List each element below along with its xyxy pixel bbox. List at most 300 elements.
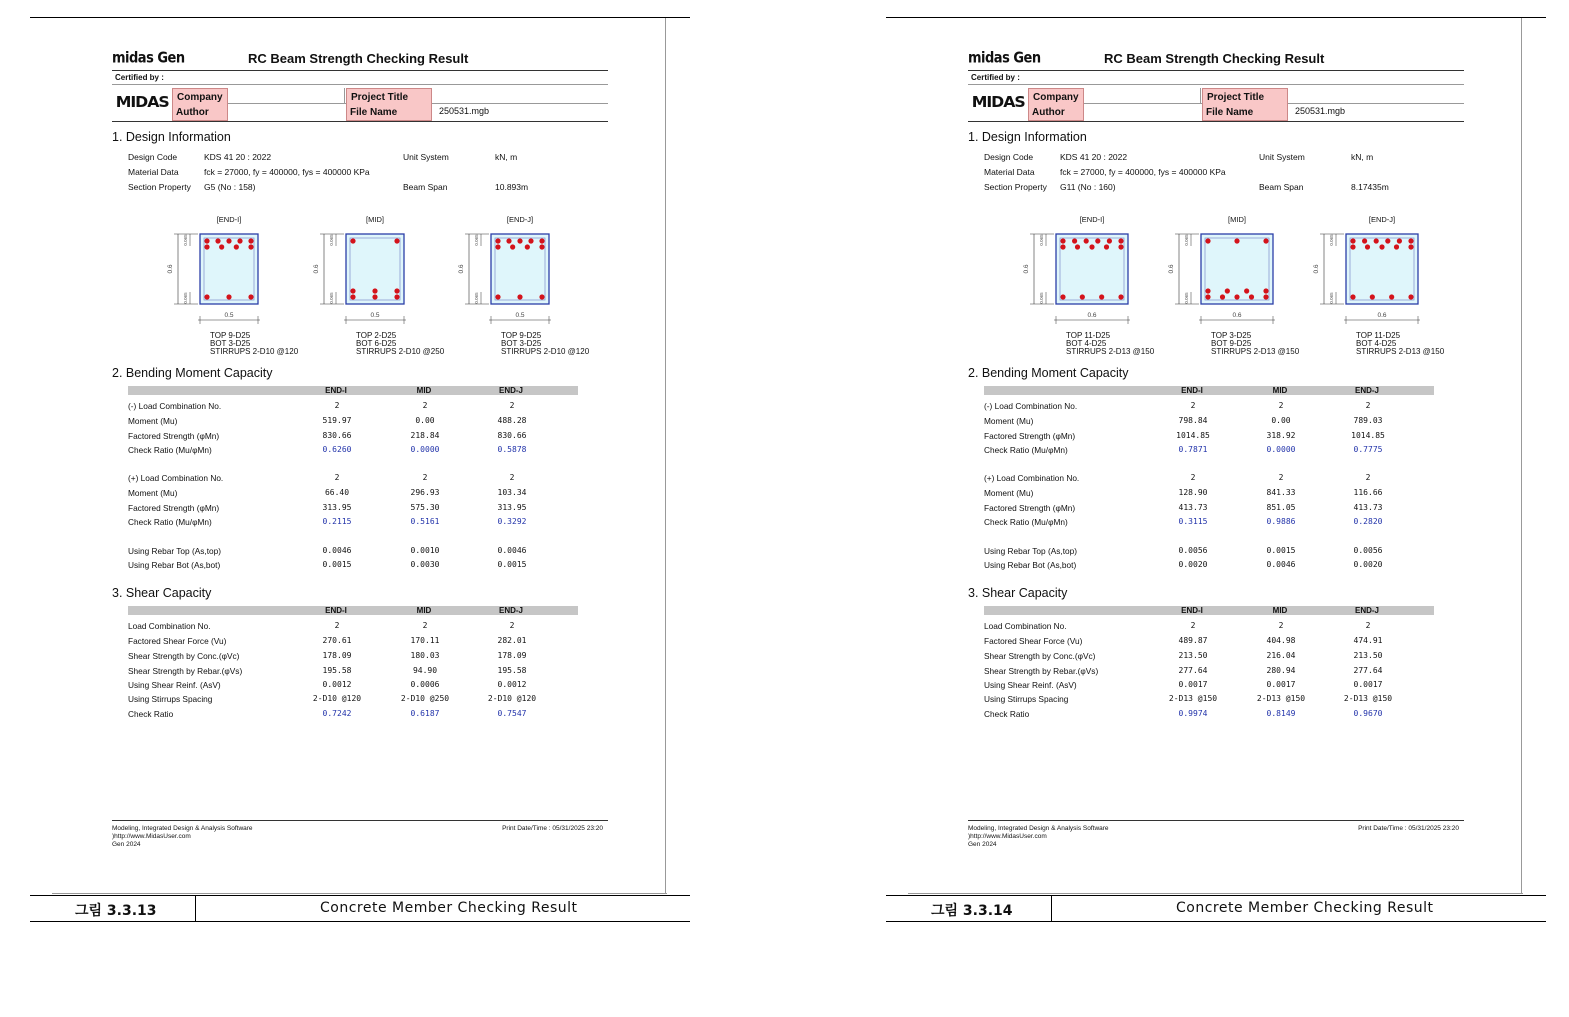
beam-section-drawing xyxy=(1161,228,1293,348)
table-cell: 0.2820 xyxy=(1353,517,1383,526)
footer-software xyxy=(968,825,1109,849)
top-rebar xyxy=(1408,244,1413,249)
row-label: Using Rebar Top (As,top) xyxy=(128,546,221,556)
height-dimension-text: 0.6 xyxy=(1023,264,1030,274)
table-cell: 798.84 xyxy=(1178,416,1208,425)
top-rebar xyxy=(1104,244,1109,249)
stirrup-text: STIRRUPS 2-D10 @250 xyxy=(356,347,445,356)
cover-dimension-text: 0.065 xyxy=(329,234,334,246)
width-dimension-text: 0.6 xyxy=(1232,312,1242,319)
info-box xyxy=(112,85,608,122)
table-cell: 0.3292 xyxy=(497,517,527,526)
bottom-rebar xyxy=(1370,294,1375,299)
top-rebar xyxy=(1263,238,1268,243)
height-dimension-text: 0.6 xyxy=(167,264,174,274)
bending-table-title: 2. Bending Moment Capacity xyxy=(112,366,273,380)
table-cell: 2-D13 @150 xyxy=(1343,694,1393,703)
table-cell: 0.00 xyxy=(1271,416,1291,425)
design-info-title: 1. Design Information xyxy=(112,130,231,144)
page-right-edge xyxy=(665,18,666,894)
width-dimension-text: 0.5 xyxy=(370,312,380,319)
width-dimension-text: 0.6 xyxy=(1377,312,1387,319)
rebar-bottom-text: BOT 3-D25 xyxy=(210,339,251,348)
shear-table-title: 3. Shear Capacity xyxy=(968,586,1068,600)
table-cell: 830.66 xyxy=(497,431,527,440)
top-rebar xyxy=(394,238,399,243)
material-value: fck = 27000, fy = 400000, fys = 400000 KPa xyxy=(204,167,370,177)
company-label: Company xyxy=(172,88,228,121)
unit-system-value: kN, m xyxy=(1351,152,1374,162)
beam-span-label: Beam Span xyxy=(403,182,448,192)
bottom-rebar xyxy=(350,288,355,293)
bottom-rebar xyxy=(1244,288,1249,293)
rebar-top-text: TOP 11-D25 xyxy=(1066,331,1111,340)
cover-dimension-text: 0.065 xyxy=(183,234,188,246)
project-title-label: Project Title xyxy=(346,88,432,121)
table-cell: 0.0012 xyxy=(497,680,527,689)
table-cell: 2 xyxy=(334,401,340,410)
table-cell: 2 xyxy=(509,473,515,482)
section-outline xyxy=(1201,234,1273,304)
table-cell: 313.95 xyxy=(497,503,527,512)
table-cell: 94.90 xyxy=(412,666,438,675)
table-cell: 103.34 xyxy=(497,488,527,497)
top-rebar xyxy=(219,244,224,249)
column-header: MID xyxy=(1272,606,1288,615)
project-title-value xyxy=(1290,88,1460,103)
table-cell: 280.94 xyxy=(1266,666,1296,675)
bottom-rebar xyxy=(1408,294,1413,299)
bottom-rebar xyxy=(1060,294,1065,299)
row-label: Moment (Mu) xyxy=(984,488,1034,498)
row-label: Check Ratio (Mu/φMn) xyxy=(128,517,212,527)
caption-divider xyxy=(195,896,196,921)
rebar-top-text: TOP 2-D25 xyxy=(356,331,397,340)
table-cell: 195.58 xyxy=(497,666,527,675)
report-page xyxy=(886,0,1546,930)
table-cell: 489.87 xyxy=(1178,636,1208,645)
top-rebar xyxy=(539,238,544,243)
table-cell: 851.05 xyxy=(1266,503,1296,512)
table-cell: 575.30 xyxy=(410,503,440,512)
beam-span-label: Beam Span xyxy=(1259,182,1304,192)
design-code-label: Design Code xyxy=(984,152,1034,162)
bottom-rebar xyxy=(495,294,500,299)
material-value: fck = 27000, fy = 400000, fys = 400000 KPa xyxy=(1060,167,1226,177)
bottom-rebar xyxy=(1234,294,1239,299)
shear-table-header xyxy=(984,606,1434,615)
row-label: Factored Shear Force (Vu) xyxy=(984,636,1083,646)
table-cell: 1014.85 xyxy=(1176,431,1210,440)
top-rebar xyxy=(1350,244,1355,249)
project-title-value xyxy=(434,88,604,103)
footer-line: Modeling, Integrated Design & Analysis Software xyxy=(968,825,1109,832)
section-outline xyxy=(491,234,549,304)
table-cell: 0.0056 xyxy=(1178,546,1208,555)
table-cell: 0.00 xyxy=(415,416,435,425)
row-label: Shear Strength by Conc.(φVc) xyxy=(984,651,1096,661)
page-footer xyxy=(968,820,1464,848)
bottom-rebar xyxy=(1263,294,1268,299)
beam-section-drawing xyxy=(1016,228,1148,348)
top-rebar xyxy=(248,244,253,249)
table-cell: 0.0046 xyxy=(1266,560,1296,569)
stirrup-text: STIRRUPS 2-D13 @150 xyxy=(1211,347,1300,356)
top-rebar xyxy=(1374,238,1379,243)
top-rebar xyxy=(1118,238,1123,243)
info-box xyxy=(968,85,1464,122)
bottom-rebar xyxy=(1220,294,1225,299)
table-cell: 178.09 xyxy=(497,651,527,660)
column-header: END-J xyxy=(1354,386,1379,395)
table-cell: 2 xyxy=(1190,621,1196,630)
beam-span-value: 8.17435m xyxy=(1351,182,1389,192)
table-cell: 0.7547 xyxy=(497,709,527,718)
brand-logo: midas Gen xyxy=(112,49,185,68)
cover-dimension-text: 0.065 xyxy=(1039,292,1044,304)
design-info-title: 1. Design Information xyxy=(968,130,1087,144)
footer-line: )http://www.MidasUser.com xyxy=(968,833,1047,840)
table-cell: 0.9886 xyxy=(1266,517,1296,526)
table-cell: 2 xyxy=(1190,473,1196,482)
cover-dimension-text: 0.065 xyxy=(1039,234,1044,246)
table-cell: 841.33 xyxy=(1266,488,1296,497)
top-rebar xyxy=(234,244,239,249)
column-header: END-I xyxy=(1181,606,1203,615)
table-cell: 2 xyxy=(334,473,340,482)
file-name-label: File Name xyxy=(1206,107,1254,118)
table-cell: 282.01 xyxy=(497,636,527,645)
table-cell: 170.11 xyxy=(410,636,440,645)
footer-line: Modeling, Integrated Design & Analysis Software xyxy=(112,825,253,832)
table-cell: 0.7871 xyxy=(1178,445,1208,454)
table-cell: 116.66 xyxy=(1353,488,1383,497)
top-rebar xyxy=(495,238,500,243)
cover-dimension-text: 0.065 xyxy=(1329,292,1334,304)
figure-number: 그림 3.3.14 xyxy=(931,903,1013,919)
bottom-rebar xyxy=(1118,294,1123,299)
top-rebar xyxy=(215,238,220,243)
table-cell: 0.0000 xyxy=(410,445,440,454)
column-header: MID xyxy=(416,606,432,615)
design-code-label: Design Code xyxy=(128,152,178,162)
shear-table-header xyxy=(128,606,578,615)
figure-caption: Concrete Member Checking Result xyxy=(1176,900,1434,916)
unit-system-label: Unit System xyxy=(403,152,449,162)
design-code-value: KDS 41 20 : 2022 xyxy=(1060,152,1128,162)
footer-software xyxy=(112,825,253,849)
section-property-value: G5 (No : 158) xyxy=(204,182,256,192)
beam-section-drawing xyxy=(1306,228,1438,348)
table-cell: 0.5161 xyxy=(410,517,440,526)
certified-by: Certified by : xyxy=(112,71,608,85)
table-cell: 213.50 xyxy=(1178,651,1208,660)
table-cell: 2 xyxy=(334,621,340,630)
table-cell: 0.6187 xyxy=(410,709,440,718)
table-cell: 66.40 xyxy=(324,488,350,497)
table-cell: 0.7775 xyxy=(1353,445,1383,454)
table-cell: 0.0017 xyxy=(1178,680,1208,689)
table-cell: 413.73 xyxy=(1178,503,1208,512)
table-cell: 2 xyxy=(509,621,515,630)
table-cell: 0.5878 xyxy=(497,445,527,454)
report-header xyxy=(112,48,608,71)
table-cell: 2-D13 @150 xyxy=(1256,694,1306,703)
bottom-rebar xyxy=(204,294,209,299)
top-rebar xyxy=(1362,238,1367,243)
table-cell: 2 xyxy=(422,473,428,482)
page-top-rule xyxy=(886,17,1546,18)
table-cell: 0.9670 xyxy=(1353,709,1383,718)
row-label: Check Ratio (Mu/φMn) xyxy=(128,445,212,455)
top-rebar xyxy=(1365,244,1370,249)
company-value xyxy=(1085,88,1201,103)
top-rebar xyxy=(204,244,209,249)
section-label: [MID] xyxy=(1228,215,1246,224)
top-rebar xyxy=(1205,238,1210,243)
bottom-rebar xyxy=(248,294,253,299)
caption-bottom-rule xyxy=(30,921,690,922)
row-label: (-) Load Combination No. xyxy=(128,401,222,411)
table-cell: 0.0020 xyxy=(1178,560,1208,569)
beam-span-value: 10.893m xyxy=(495,182,529,192)
footer-line: )http://www.MidasUser.com xyxy=(112,833,191,840)
top-rebar xyxy=(528,238,533,243)
section-property-label: Section Property xyxy=(128,182,191,192)
cover-dimension-text: 0.065 xyxy=(474,234,479,246)
cover-dimension-text: 0.065 xyxy=(1184,292,1189,304)
top-rebar xyxy=(248,238,253,243)
top-rebar xyxy=(1394,244,1399,249)
rebar-bottom-text: BOT 9-D25 xyxy=(1211,339,1252,348)
row-label: Check Ratio (Mu/φMn) xyxy=(984,517,1068,527)
top-rebar xyxy=(1060,244,1065,249)
report-title: RC Beam Strength Checking Result xyxy=(1104,51,1325,66)
table-cell: 318.92 xyxy=(1266,431,1296,440)
column-header: END-J xyxy=(1354,606,1379,615)
table-cell: 195.58 xyxy=(322,666,352,675)
bending-table-title: 2. Bending Moment Capacity xyxy=(968,366,1129,380)
table-cell: 0.0017 xyxy=(1353,680,1383,689)
footer-line: Gen 2024 xyxy=(112,841,141,848)
table-cell: 0.0000 xyxy=(1266,445,1296,454)
figure-caption: Concrete Member Checking Result xyxy=(320,900,578,916)
table-cell: 277.64 xyxy=(1178,666,1208,675)
table-cell: 277.64 xyxy=(1353,666,1383,675)
top-rebar xyxy=(1072,238,1077,243)
row-label: Shear Strength by Conc.(φVc) xyxy=(128,651,240,661)
row-label: Moment (Mu) xyxy=(984,416,1034,426)
top-rebar xyxy=(1107,238,1112,243)
row-label: Shear Strength by Rebar.(φVs) xyxy=(128,666,243,676)
bottom-rebar xyxy=(350,294,355,299)
column-header: END-I xyxy=(325,606,347,615)
file-name-value: 250531.mgb xyxy=(439,106,490,116)
top-rebar xyxy=(1408,238,1413,243)
width-dimension-text: 0.6 xyxy=(1087,312,1097,319)
row-label: Using Rebar Bot (As,bot) xyxy=(128,560,221,570)
section-property-label: Section Property xyxy=(984,182,1047,192)
page-top-rule xyxy=(30,17,690,18)
report-sheet xyxy=(112,48,608,848)
bending-table-header xyxy=(128,386,578,395)
rebar-bottom-text: BOT 6-D25 xyxy=(356,339,397,348)
top-rebar xyxy=(510,244,515,249)
column-header: END-I xyxy=(1181,386,1203,395)
bottom-rebar xyxy=(372,288,377,293)
certified-by: Certified by : xyxy=(968,71,1464,85)
table-cell: 213.50 xyxy=(1353,651,1383,660)
table-cell: 0.0012 xyxy=(322,680,352,689)
bottom-rebar xyxy=(1205,294,1210,299)
table-cell: 216.04 xyxy=(1266,651,1296,660)
top-rebar xyxy=(525,244,530,249)
table-cell: 2-D10 @250 xyxy=(400,694,450,703)
bending-table-header xyxy=(984,386,1434,395)
file-name-label: File Name xyxy=(350,107,398,118)
width-dimension-text: 0.5 xyxy=(515,312,525,319)
table-cell: 0.0015 xyxy=(1266,546,1296,555)
top-rebar xyxy=(1385,238,1390,243)
top-rebar xyxy=(1397,238,1402,243)
top-rebar xyxy=(237,238,242,243)
column-header: END-J xyxy=(498,606,523,615)
stirrup-text: STIRRUPS 2-D10 @120 xyxy=(501,347,590,356)
stirrup-text: STIRRUPS 2-D13 @150 xyxy=(1066,347,1155,356)
cover-dimension-text: 0.065 xyxy=(1184,234,1189,246)
bottom-rebar xyxy=(1263,288,1268,293)
table-cell: 218.84 xyxy=(410,431,440,440)
row-label: Using Shear Reinf. (AsV) xyxy=(984,680,1077,690)
brand-logo: midas Gen xyxy=(968,49,1041,68)
table-cell: 0.0017 xyxy=(1266,680,1296,689)
row-label: Factored Strength (φMn) xyxy=(128,503,220,513)
bottom-rebar xyxy=(517,294,522,299)
shear-table-title: 3. Shear Capacity xyxy=(112,586,212,600)
height-dimension-text: 0.6 xyxy=(458,264,465,274)
caption-bottom-rule xyxy=(886,921,1546,922)
cover-dimension-text: 0.065 xyxy=(329,292,334,304)
caption-top-rule xyxy=(30,895,690,896)
table-cell: 0.2115 xyxy=(322,517,352,526)
unit-system-label: Unit System xyxy=(1259,152,1305,162)
table-cell: 2-D13 @150 xyxy=(1168,694,1218,703)
rebar-top-text: TOP 9-D25 xyxy=(501,331,542,340)
bottom-rebar xyxy=(226,294,231,299)
top-rebar xyxy=(495,244,500,249)
section-outline xyxy=(200,234,258,304)
table-cell: 1014.85 xyxy=(1351,431,1385,440)
table-cell: 0.0030 xyxy=(410,560,440,569)
project-title-label: Project Title xyxy=(1202,88,1288,121)
rebar-top-text: TOP 11-D25 xyxy=(1356,331,1401,340)
bottom-rebar xyxy=(1205,288,1210,293)
top-rebar xyxy=(1084,238,1089,243)
bottom-rebar xyxy=(1099,294,1104,299)
section-label: [MID] xyxy=(366,215,384,224)
row-label: Factored Strength (φMn) xyxy=(984,503,1076,513)
table-cell: 0.0015 xyxy=(497,560,527,569)
caption-divider xyxy=(1051,896,1052,921)
stirrup-text: STIRRUPS 2-D10 @120 xyxy=(210,347,299,356)
top-rebar xyxy=(1075,244,1080,249)
table-cell: 0.0046 xyxy=(322,546,352,555)
table-cell: 270.61 xyxy=(322,636,352,645)
footer-line: Gen 2024 xyxy=(968,841,997,848)
table-cell: 0.0056 xyxy=(1353,546,1383,555)
table-cell: 0.0046 xyxy=(497,546,527,555)
row-label: Using Stirrups Spacing xyxy=(984,694,1069,704)
figure-number: 그림 3.3.13 xyxy=(75,903,157,919)
bottom-rebar xyxy=(394,288,399,293)
row-label: Using Rebar Top (As,top) xyxy=(984,546,1077,556)
midas-logo: MIDAS xyxy=(971,93,1025,111)
cover-dimension-text: 0.065 xyxy=(474,292,479,304)
beam-section-drawing xyxy=(451,228,569,348)
table-cell: 296.93 xyxy=(410,488,440,497)
row-label: Using Shear Reinf. (AsV) xyxy=(128,680,221,690)
page-bottom-rule xyxy=(52,893,667,894)
table-cell: 0.0010 xyxy=(410,546,440,555)
top-rebar xyxy=(226,238,231,243)
top-rebar xyxy=(1095,238,1100,243)
table-cell: 2 xyxy=(422,621,428,630)
cover-dimension-text: 0.065 xyxy=(183,292,188,304)
column-header: MID xyxy=(1272,386,1288,395)
bottom-rebar xyxy=(1389,294,1394,299)
table-cell: 2 xyxy=(1278,621,1284,630)
table-cell: 178.09 xyxy=(322,651,352,660)
row-label: Factored Shear Force (Vu) xyxy=(128,636,227,646)
table-cell: 0.9974 xyxy=(1178,709,1208,718)
author-label: Author xyxy=(1032,107,1065,118)
table-cell: 0.8149 xyxy=(1266,709,1296,718)
table-cell: 0.3115 xyxy=(1178,517,1208,526)
table-cell: 128.90 xyxy=(1178,488,1208,497)
table-cell: 474.91 xyxy=(1353,636,1383,645)
bottom-rebar xyxy=(1225,288,1230,293)
print-date: Print Date/Time : 05/31/2025 23:20 xyxy=(1358,825,1459,832)
table-cell: 488.28 xyxy=(497,416,527,425)
row-label: (+) Load Combination No. xyxy=(984,473,1080,483)
table-cell: 2 xyxy=(1278,401,1284,410)
top-rebar xyxy=(1060,238,1065,243)
table-cell: 0.6260 xyxy=(322,445,352,454)
row-label: Moment (Mu) xyxy=(128,488,178,498)
company-label: Company xyxy=(1028,88,1084,121)
table-cell: 2 xyxy=(1365,401,1371,410)
top-rebar xyxy=(204,238,209,243)
table-cell: 180.03 xyxy=(410,651,440,660)
file-name-value: 250531.mgb xyxy=(1295,106,1346,116)
table-cell: 0.7242 xyxy=(322,709,352,718)
top-rebar xyxy=(350,238,355,243)
column-header: END-I xyxy=(325,386,347,395)
page-footer xyxy=(112,820,608,848)
row-label: Shear Strength by Rebar.(φVs) xyxy=(984,666,1099,676)
report-sheet xyxy=(968,48,1464,848)
height-dimension-text: 0.6 xyxy=(313,264,320,274)
cover-dimension-text: 0.065 xyxy=(1329,234,1334,246)
table-cell: 0.0020 xyxy=(1353,560,1383,569)
top-rebar xyxy=(506,238,511,243)
top-rebar xyxy=(1089,244,1094,249)
bottom-rebar xyxy=(394,294,399,299)
beam-section-drawing xyxy=(160,228,278,348)
table-cell: 789.03 xyxy=(1353,416,1383,425)
bottom-rebar xyxy=(1080,294,1085,299)
midas-logo: MIDAS xyxy=(115,93,169,111)
